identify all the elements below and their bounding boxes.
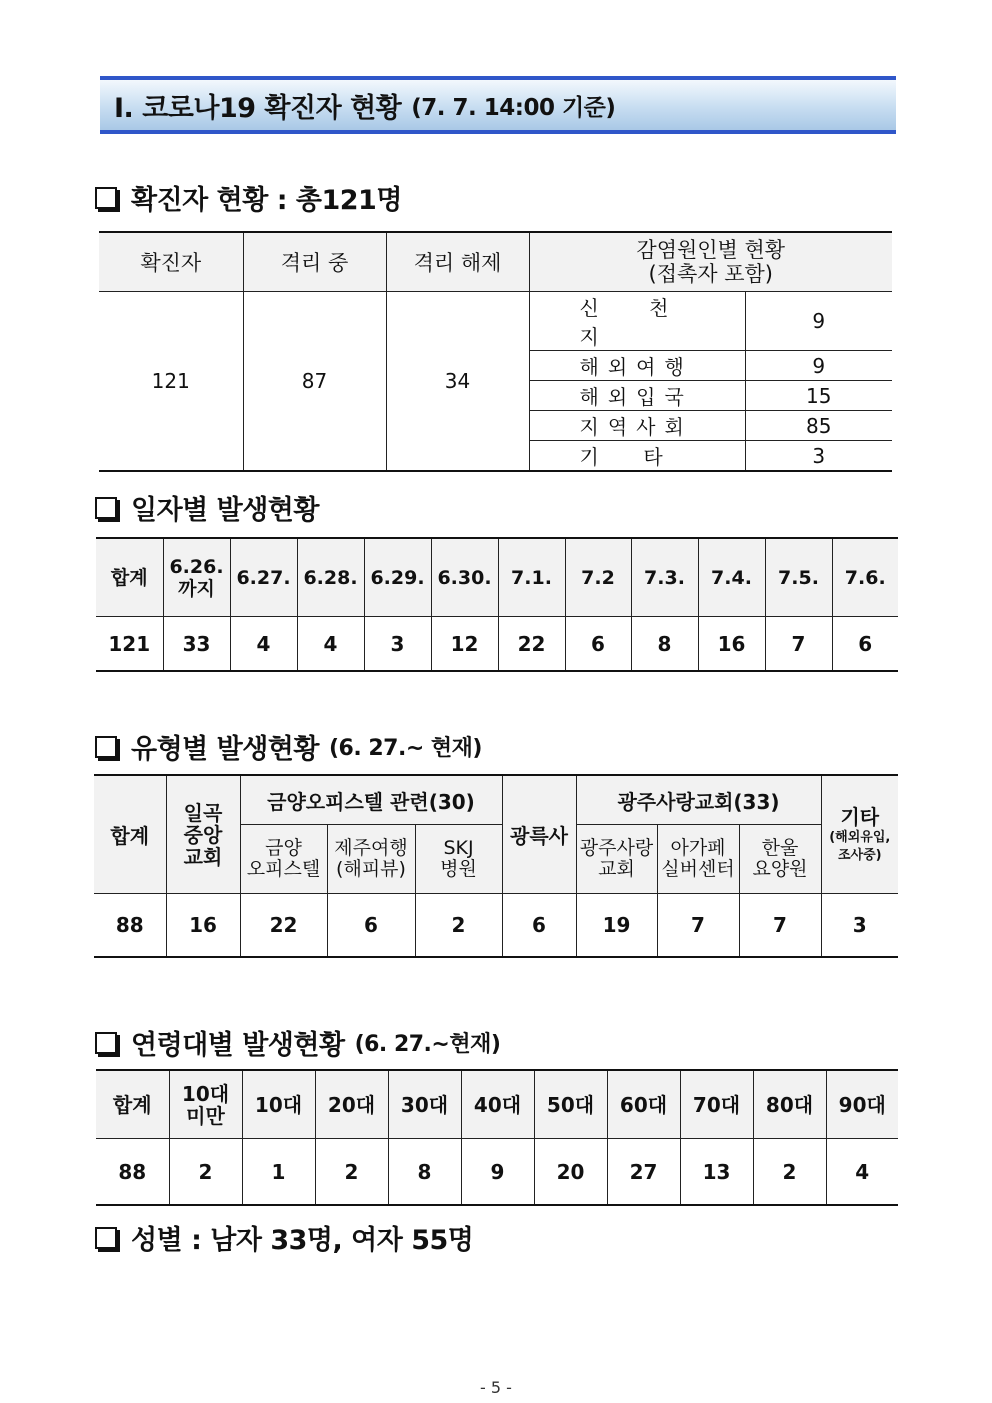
page-title-date: (7. 7. 14:00 기준) (411, 94, 616, 121)
section-gender-heading (95, 1218, 473, 1257)
age-value: 2 (315, 1139, 388, 1206)
type-value: 7 (739, 894, 821, 958)
type-subheader-line: 한울 (761, 837, 799, 859)
section-age-label: 연령대별 발생현황 (131, 1030, 345, 1061)
age-header: 50대 (534, 1070, 607, 1139)
section-total-heading (95, 178, 402, 217)
header-cause (529, 232, 892, 292)
type-header-gwangreuksa: 광륵사 (502, 775, 576, 894)
section-daily-heading (95, 488, 319, 527)
type-value: 6 (502, 894, 576, 958)
checkbox-square-icon (95, 187, 117, 209)
header-confirmed: 확진자 (99, 232, 243, 292)
section-total-label: 확진자 현황 : 총121명 (131, 185, 402, 216)
age-header: 70대 (680, 1070, 753, 1139)
daily-header: 합계 (96, 538, 163, 617)
daily-header: 7.1. (498, 538, 565, 617)
type-value: 16 (166, 894, 240, 958)
daily-value: 16 (698, 617, 765, 672)
status-table (99, 231, 892, 472)
age-value: 88 (96, 1139, 169, 1206)
type-header-ilgok-line: 일곡 (183, 800, 223, 825)
age-table (96, 1069, 898, 1206)
type-subheader-line: 교회 (598, 858, 635, 880)
header-isolated: 격리 중 (243, 232, 386, 292)
type-subheader-line: 아가페 (670, 837, 726, 859)
type-header-etc (821, 775, 898, 894)
checkbox-square-icon (95, 497, 117, 519)
daily-value: 7 (765, 617, 832, 672)
type-value: 2 (415, 894, 502, 958)
daily-value: 121 (96, 617, 163, 672)
type-value: 22 (240, 894, 327, 958)
cause-label: 기 타 (529, 441, 745, 472)
type-subheader-line: 병원 (440, 858, 477, 880)
type-subheader-line: 실버센터 (661, 858, 735, 880)
type-header-total: 합계 (94, 775, 166, 894)
section-age-period: (6. 27.~현재) (354, 1032, 501, 1057)
type-header-church: 광주사랑교회(33) (576, 775, 821, 825)
checkbox-square-icon (95, 1032, 117, 1054)
section-gender-label: 성별 : 남자 33명, 여자 55명 (131, 1225, 474, 1256)
cause-label: 해외여행 (529, 351, 745, 381)
daily-header: 7.6. (832, 538, 898, 617)
type-subheader (415, 825, 502, 894)
daily-header: 6.28. (297, 538, 364, 617)
value-released: 34 (386, 292, 529, 472)
type-subheader-line: 오피스텔 (246, 858, 321, 880)
daily-header: 6.27. (230, 538, 297, 617)
type-subheader (576, 825, 657, 894)
age-header: 20대 (315, 1070, 388, 1139)
value-isolated: 87 (243, 292, 386, 472)
daily-header (163, 538, 230, 617)
type-subheader (240, 825, 327, 894)
age-header-line: 미만 (186, 1103, 225, 1128)
daily-value: 33 (163, 617, 230, 672)
type-header-ilgok (166, 775, 240, 894)
daily-header-date: 6.26. (169, 555, 224, 578)
age-value: 8 (388, 1139, 461, 1206)
age-header: 60대 (607, 1070, 680, 1139)
header-cause-title: 감염원인별 현황 (636, 238, 786, 262)
daily-value: 12 (431, 617, 498, 672)
type-subheader-line: SKJ (443, 837, 474, 859)
cause-value: 9 (745, 351, 892, 381)
checkbox-square-icon (95, 1227, 117, 1249)
type-subheader (657, 825, 739, 894)
section-type-heading (95, 727, 482, 766)
daily-header: 6.30. (431, 538, 498, 617)
cause-value: 9 (745, 292, 892, 351)
page-number: - 5 - (480, 1378, 512, 1397)
daily-table (96, 537, 898, 672)
type-header-etc-title: 기타 (840, 804, 880, 829)
section-age-heading (95, 1023, 500, 1062)
age-value: 2 (753, 1139, 826, 1206)
age-header: 40대 (461, 1070, 534, 1139)
daily-header: 7.4. (698, 538, 765, 617)
cause-value: 15 (745, 381, 892, 411)
type-header-etc-note: 조사중) (837, 847, 882, 863)
type-header-etc-note: (해외유입, (829, 829, 891, 845)
type-subheader-line: 금양 (265, 837, 302, 859)
daily-value: 22 (498, 617, 565, 672)
header-cause-note: (접촉자 포함) (648, 262, 773, 286)
age-value: 13 (680, 1139, 753, 1206)
daily-value: 8 (631, 617, 698, 672)
type-subheader-line: 제주여행 (334, 837, 408, 859)
daily-header: 6.29. (364, 538, 431, 617)
title-banner (100, 76, 896, 134)
age-header-line: 10대 (181, 1081, 230, 1106)
section-daily-label: 일자별 발생현황 (131, 495, 319, 526)
age-value: 20 (534, 1139, 607, 1206)
type-subheader-line: (해피뷰) (336, 858, 406, 880)
type-subheader-line: 광주사랑 (579, 837, 654, 859)
section-type-period: (6. 27.~ 현재) (328, 736, 482, 761)
age-header: 90대 (826, 1070, 898, 1139)
section-type-label: 유형별 발생현황 (131, 734, 319, 765)
type-value: 6 (327, 894, 415, 958)
age-value: 1 (242, 1139, 315, 1206)
daily-header: 7.5. (765, 538, 832, 617)
type-subheader (739, 825, 821, 894)
checkbox-square-icon (95, 736, 117, 758)
type-value: 19 (576, 894, 657, 958)
age-header: 10대 (242, 1070, 315, 1139)
age-value: 4 (826, 1139, 898, 1206)
age-value: 27 (607, 1139, 680, 1206)
cause-value: 85 (745, 411, 892, 441)
page-title: Ⅰ. 코로나19 확진자 현황 (114, 92, 402, 124)
type-value: 88 (94, 894, 166, 958)
age-value: 2 (169, 1139, 242, 1206)
daily-value: 6 (565, 617, 631, 672)
cause-label: 지역사회 (529, 411, 745, 441)
type-header-geumyang: 금양오피스텔 관련(30) (240, 775, 502, 825)
age-value: 9 (461, 1139, 534, 1206)
daily-header: 7.2 (565, 538, 631, 617)
cause-label: 해외입국 (529, 381, 745, 411)
daily-value: 3 (364, 617, 431, 672)
type-header-ilgok-line: 교회 (183, 844, 223, 869)
type-subheader (327, 825, 415, 894)
daily-header: 7.3. (631, 538, 698, 617)
cause-value: 3 (745, 441, 892, 472)
type-value: 7 (657, 894, 739, 958)
daily-value: 4 (297, 617, 364, 672)
value-confirmed: 121 (99, 292, 243, 472)
age-header: 80대 (753, 1070, 826, 1139)
age-header: 30대 (388, 1070, 461, 1139)
type-table (94, 774, 898, 958)
header-released: 격리 해제 (386, 232, 529, 292)
daily-value: 4 (230, 617, 297, 672)
cause-label: 신 천 지 (529, 292, 745, 351)
age-header: 합계 (96, 1070, 169, 1139)
daily-value: 6 (832, 617, 898, 672)
type-header-ilgok-line: 중앙 (183, 822, 223, 847)
type-value: 3 (821, 894, 898, 958)
type-subheader-line: 요양원 (752, 858, 808, 880)
age-header (169, 1070, 242, 1139)
daily-header-until: 까지 (178, 577, 215, 600)
